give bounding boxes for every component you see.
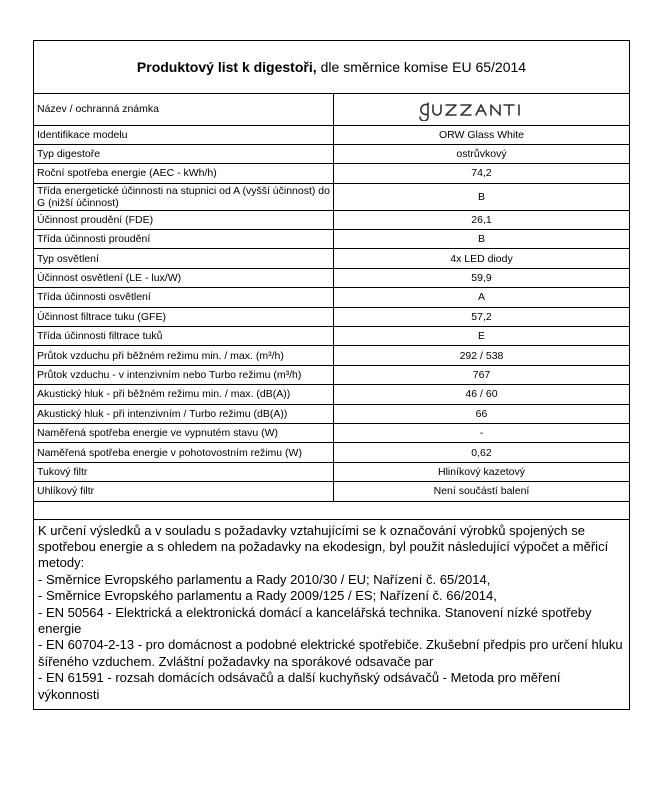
table-row xyxy=(34,183,629,210)
note-line: - Směrnice Evropského parlamentu a Rady 2009/125 / ES; Nařízení č. 66/2014, xyxy=(38,588,497,604)
row-label: Třída energetické účinnosti na stupnici od A (vyšší účinnost) do G (nižší účinnost) xyxy=(34,183,334,210)
brand-row xyxy=(34,94,629,125)
row-value: 26,1 xyxy=(334,210,630,229)
brand-label: Název / ochranná známka xyxy=(34,94,334,125)
row-label: Akustický hluk - při intenzivním / Turbo režimu (dB(A)) xyxy=(34,404,334,423)
row-value: Není součástí balení xyxy=(334,482,630,501)
title-bold: Produktový list k digestoři, xyxy=(136,59,317,75)
note-line: - EN 50564 - Elektrická a elektronická domácí a kancelářská technika. Stanovení nízké spotřeby energie xyxy=(38,604,592,636)
note-line: K určení výsledků a v souladu s požadavky vztahujícími se k označování výrobků spojených se spotřebou energie a s ohledem na požadavky na ekodesign, byl použit následující výpočet a měřicí metody: xyxy=(38,522,609,571)
row-value: ORW Glass White xyxy=(334,125,630,144)
row-value: A xyxy=(334,288,630,307)
row-label: Účinnost filtrace tuku (GFE) xyxy=(34,307,334,326)
table-row xyxy=(34,443,629,462)
table-row xyxy=(34,249,629,268)
row-value: - xyxy=(334,423,630,442)
row-value: 57,2 xyxy=(334,307,630,326)
row-value: B xyxy=(334,183,630,210)
row-label: Tukový filtr xyxy=(34,462,334,481)
table-row xyxy=(34,482,629,501)
row-value: 292 / 538 xyxy=(334,346,630,365)
table-row xyxy=(34,346,629,365)
row-label: Průtok vzduchu - v intenzivním nebo Turbo režimu (m³/h) xyxy=(34,365,334,384)
row-label: Účinnost proudění (FDE) xyxy=(34,210,334,229)
row-label: Třída účinnosti filtrace tuků xyxy=(34,327,334,346)
table-row xyxy=(34,327,629,346)
row-label: Účinnost osvětlení (LE - lux/W) xyxy=(34,268,334,287)
page-title xyxy=(34,41,629,94)
table-row xyxy=(34,268,629,287)
row-value: Hliníkový kazetový xyxy=(334,462,630,481)
table-row xyxy=(34,164,629,183)
row-label: Identifikace modelu xyxy=(34,125,334,144)
note-line: - Směrnice Evropského parlamentu a Rady 2010/30 / EU; Nařízení č. 65/2014, xyxy=(38,571,491,587)
table-row xyxy=(34,385,629,404)
spacer-row xyxy=(34,501,629,519)
row-value: B xyxy=(334,230,630,249)
table-row xyxy=(34,230,629,249)
row-value: 0,62 xyxy=(334,443,630,462)
table-row xyxy=(34,365,629,384)
row-label: Typ digestoře xyxy=(34,144,334,163)
row-value: ostrůvkový xyxy=(334,144,630,163)
row-label: Naměřená spotřeba energie v pohotovostním režimu (W) xyxy=(34,443,334,462)
table-row xyxy=(34,144,629,163)
title-rest: dle směrnice komise EU 65/2014 xyxy=(320,59,527,75)
note-line: - EN 61591 - rozsah domácích odsávačů a další kuchyňský odsávačů - Metoda pro měření výkonnosti xyxy=(38,670,561,702)
table-row xyxy=(34,462,629,481)
row-value: 66 xyxy=(334,404,630,423)
row-label: Průtok vzduchu při běžném režimu min. / max. (m³/h) xyxy=(34,346,334,365)
brand-logo-cell xyxy=(334,94,630,125)
row-value: 74,2 xyxy=(334,164,630,183)
spacer-cell xyxy=(34,501,629,519)
row-value: 767 xyxy=(334,365,630,384)
row-value: 46 / 60 xyxy=(334,385,630,404)
guzzanti-logo xyxy=(418,97,546,121)
table-row xyxy=(34,288,629,307)
row-label: Uhlíkový filtr xyxy=(34,482,334,501)
product-sheet xyxy=(33,40,630,710)
table-row xyxy=(34,210,629,229)
note-line: - EN 60704-2-13 - pro domácnost a podobné elektrické spotřebiče. Zkušební předpis pro určení hluku šířeného vzduchem. Zvláštní požadavky na sporákové odsavače par xyxy=(38,637,623,669)
row-value: E xyxy=(334,327,630,346)
row-label: Třída účinnosti proudění xyxy=(34,230,334,249)
row-label: Typ osvětlení xyxy=(34,249,334,268)
row-label: Třída účinnosti osvětlení xyxy=(34,288,334,307)
row-label: Akustický hluk - při běžném režimu min. / max. (dB(A)) xyxy=(34,385,334,404)
row-value: 59,9 xyxy=(334,268,630,287)
table-row xyxy=(34,404,629,423)
measurement-notes xyxy=(34,520,629,709)
table-row xyxy=(34,125,629,144)
row-value: 4x LED diody xyxy=(334,249,630,268)
row-label: Naměřená spotřeba energie ve vypnutém stavu (W) xyxy=(34,423,334,442)
table-row xyxy=(34,423,629,442)
row-label: Roční spotřeba energie (AEC - kWh/h) xyxy=(34,164,334,183)
spec-table xyxy=(34,94,629,520)
table-row xyxy=(34,307,629,326)
